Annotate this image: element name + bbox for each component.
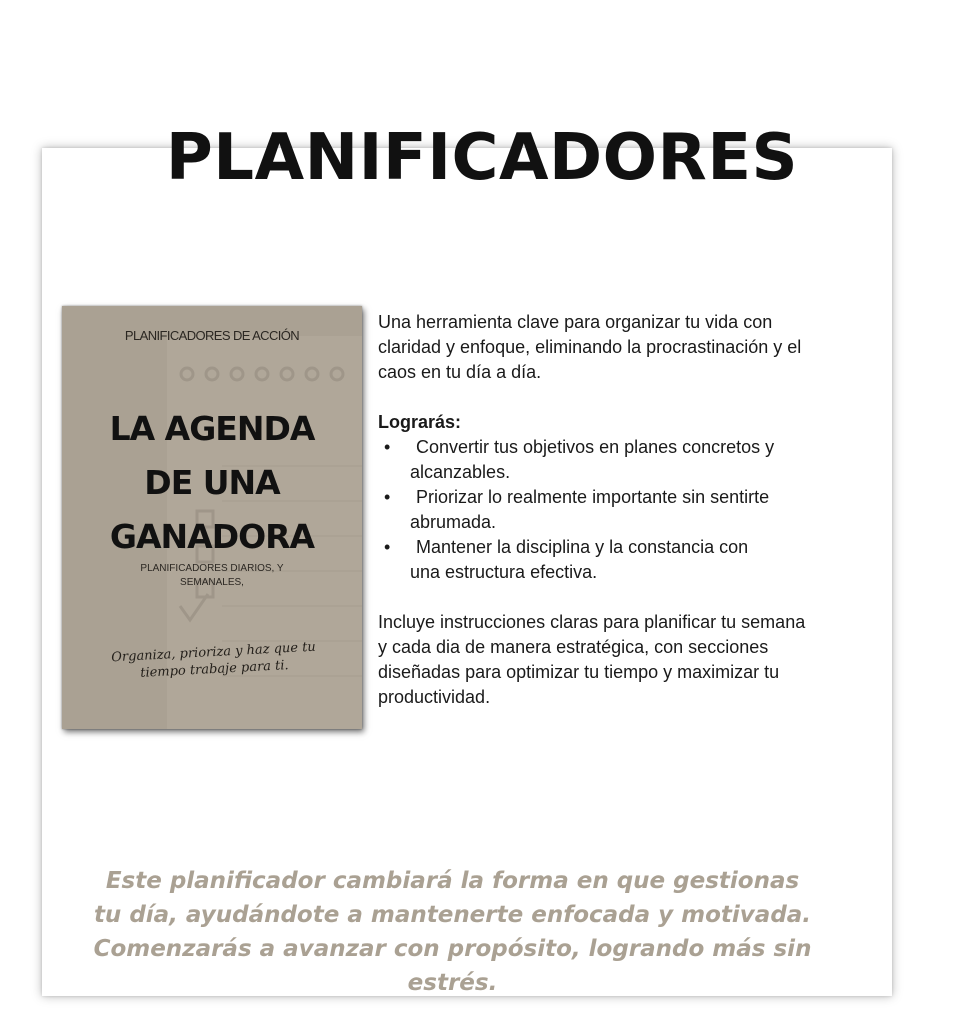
page-title: PLANIFICADORES [165, 121, 799, 195]
book-cover-image [62, 306, 362, 729]
bullet-icon: • [384, 487, 391, 507]
cover-script-tagline: Organiza, prioriza y haz que tu tiempo trabaje para ti. [110, 639, 317, 681]
list-item [378, 535, 818, 585]
product-description [378, 310, 818, 710]
cover-subtitle: PLANIFICADORES DIARIOS, Y SEMANALES, [140, 563, 284, 588]
bullet-icon: • [384, 537, 391, 557]
achievements-heading: Lograrás: [378, 412, 462, 432]
list-item [378, 435, 818, 485]
list-item-text: Convertir tus objetivos en planes concretos y alcanzables. [410, 437, 775, 482]
cover-series-label: PLANIFICADORES DE ACCIÓN [124, 328, 300, 343]
list-item-text: Priorizar lo realmente importante sin sentirte abrumada. [410, 487, 770, 532]
cover-title-line: DE UNA [144, 463, 280, 502]
list-item [378, 485, 818, 535]
intro-paragraph: Una herramienta clave para organizar tu vida con claridad y enfoque, eliminando la procrastinación y el caos en tu día a día. [378, 312, 802, 382]
bullet-icon: • [384, 437, 391, 457]
closing-statement: Este planificador cambiará la forma en que gestionas tu día, ayudándote a mantenerte enfocada y motivada. Comenzarás a avanzar con propósito, logrando más sin estrés. [93, 868, 812, 996]
achievements-list [378, 435, 818, 585]
cover-title-line: GANADORA [109, 517, 315, 556]
cover-title [62, 402, 362, 564]
cover-title-line: LA AGENDA [109, 409, 315, 448]
includes-paragraph: Incluye instrucciones claras para planificar tu semana y cada dia de manera estratégica, con secciones diseñadas para optimizar tu tiempo y maximizar tu productividad. [378, 612, 806, 707]
list-item-text: Mantener la disciplina y la constancia con una estructura efectiva. [410, 537, 749, 582]
